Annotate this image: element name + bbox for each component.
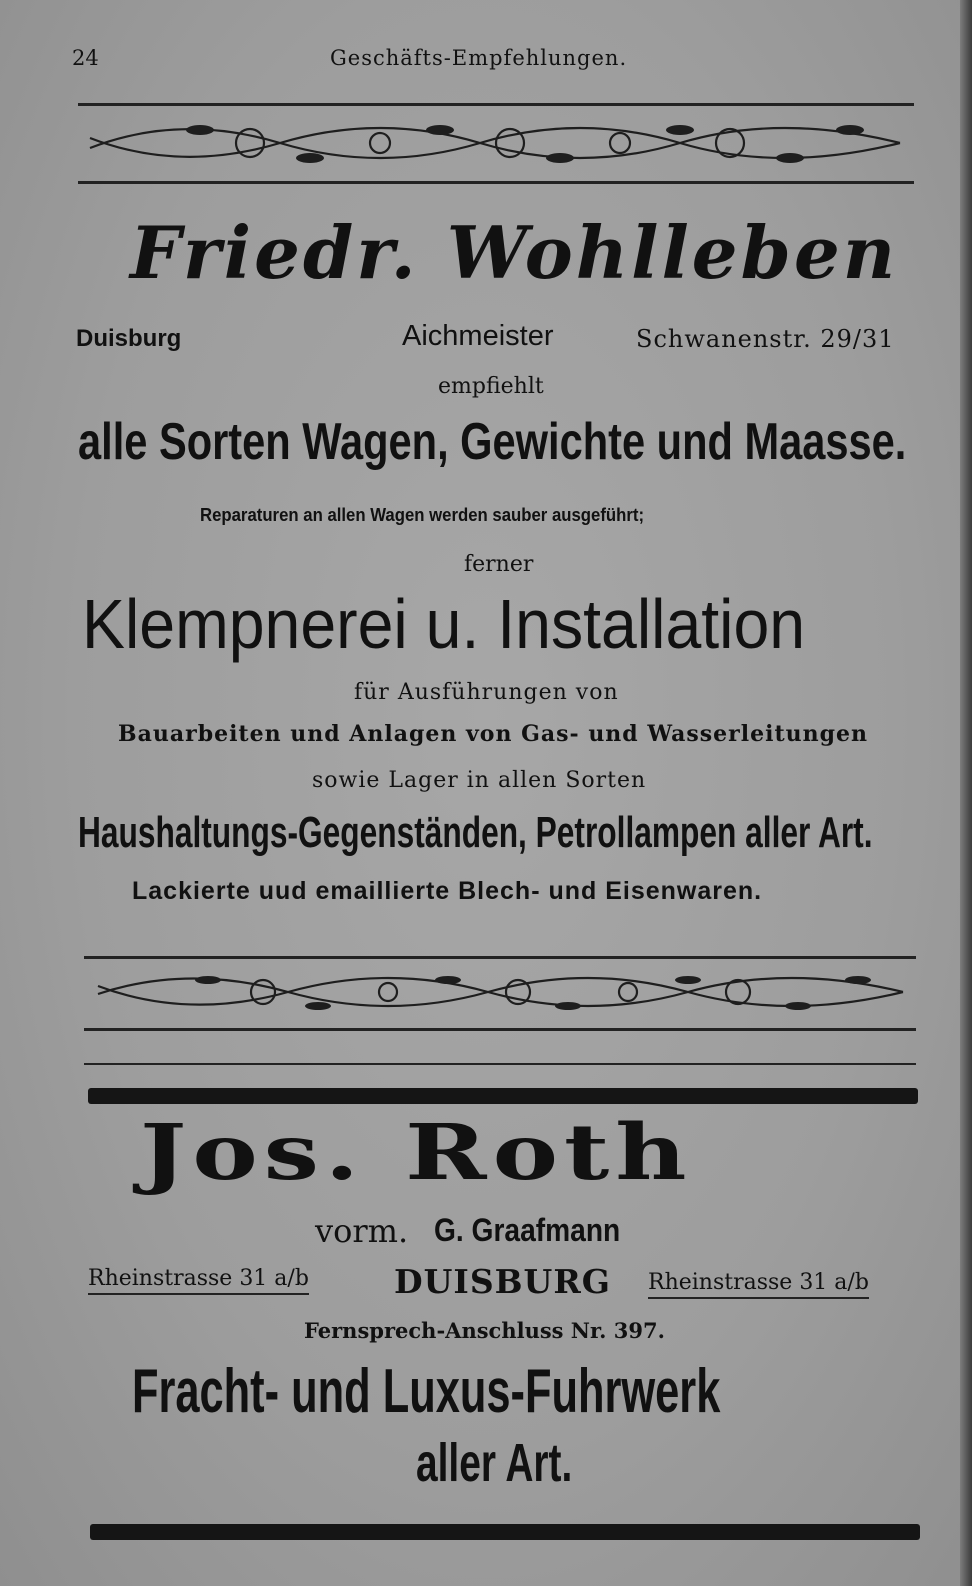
page-number: 24: [72, 46, 99, 70]
repairs-text: Reparaturen an allen Wagen werden sauber ausgeführt;: [200, 505, 645, 525]
running-title: Geschäfts-Empfehlungen.: [330, 46, 628, 70]
company-name-wohlleben: Friedr. Wohlleben: [130, 210, 899, 295]
city-label: Duisburg: [76, 325, 182, 352]
divider-rule: [78, 181, 914, 184]
profession-label: Aichmeister: [402, 320, 554, 352]
recommends-text: empfiehlt: [438, 374, 544, 399]
further-text: ferner: [464, 552, 534, 577]
page-edge-shadow: [960, 0, 972, 1586]
address-left: Rheinstrasse 31 a/b: [88, 1266, 309, 1295]
formerly-label: vorm.: [315, 1212, 409, 1250]
service-heading-fuhrwerk: Fracht- und Luxus-Fuhrwerk: [132, 1357, 721, 1426]
divider-rule: [84, 1063, 916, 1065]
company-name-roth: Jos. Roth: [140, 1108, 693, 1198]
city-duisburg: DUISBURG: [394, 1262, 611, 1301]
formerly-name: G. Graafmann: [434, 1212, 621, 1248]
service-heading: Klempnerei u. Installation: [82, 585, 806, 663]
divider-rule: [84, 956, 916, 959]
floral-ornament-band: [80, 108, 914, 178]
service-heading-line2: aller Art.: [416, 1433, 573, 1493]
goods-heading: Haushaltungs-Gegenständen, Petrollampen aller Art.: [78, 808, 873, 857]
rough-border-bottom: [90, 1524, 920, 1540]
divider-rule: [78, 103, 914, 106]
divider-rule: [84, 1028, 916, 1031]
for-line: für Ausführungen von: [354, 680, 619, 705]
rough-border-top: [88, 1088, 918, 1104]
headline-products: alle Sorten Wagen, Gewichte und Maasse.: [78, 413, 907, 471]
works-text: Bauarbeiten und Anlagen von Gas- und Wasserleitungen: [118, 721, 868, 747]
street-address: Schwanenstr. 29/31: [636, 325, 895, 353]
floral-ornament-band: [88, 962, 914, 1022]
phone-number: Fernsprech-Anschluss Nr. 397.: [304, 1318, 665, 1343]
wares-text: Lackierte uud emaillierte Blech- und Eisenwaren.: [132, 877, 763, 905]
address-right: Rheinstrasse 31 a/b: [648, 1270, 869, 1299]
stock-text: sowie Lager in allen Sorten: [312, 768, 647, 793]
